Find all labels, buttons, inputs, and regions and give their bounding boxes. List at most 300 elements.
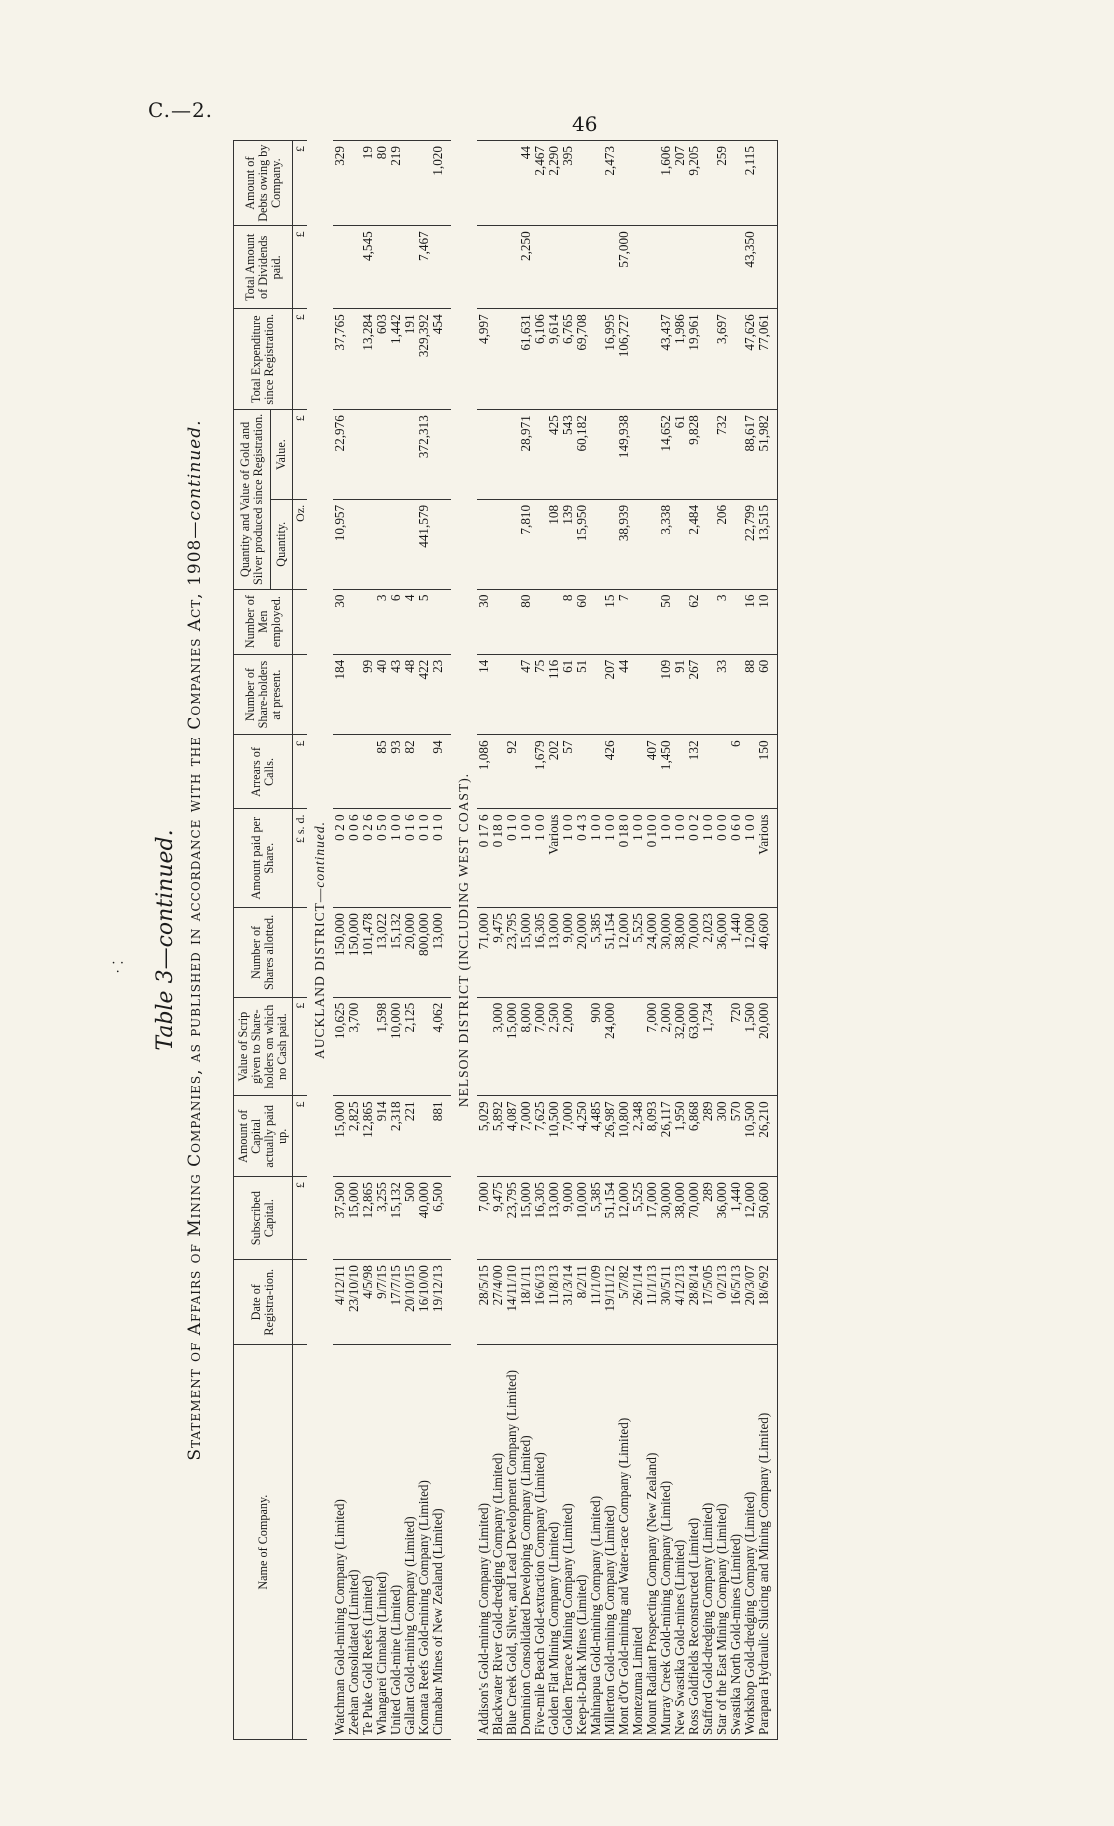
scrip-value (617, 997, 631, 1096)
table-row (743, 141, 757, 1740)
table-row (715, 141, 729, 1740)
gold-value (389, 410, 403, 500)
total-expenditure: 603 (375, 309, 389, 410)
district-title: AUCKLAND DISTRICT— (312, 887, 327, 1059)
total-expenditure: 61,631 (519, 309, 533, 410)
amount-per-share: 0 1 0 (505, 809, 519, 908)
gold-quantity (361, 499, 375, 589)
subscribed-capital: 7,000 (477, 1177, 491, 1260)
company-name: Keep-it-Dark Mines (Limited) (575, 1345, 589, 1740)
dividends-paid (659, 226, 673, 309)
men-employed (547, 589, 561, 654)
spacer-row (771, 141, 778, 1740)
district-title: NELSON DISTRICT (INCLUDING WEST COAST). (456, 772, 471, 1108)
company-name: Blue Creek Gold, Silver, and Lead Development Company (Limited) (505, 1345, 519, 1740)
company-name: Workshop Gold-dredging Company (Limited) (743, 1345, 757, 1740)
shareholders-count: 99 (361, 654, 375, 735)
arrears-of-calls: 82 (403, 735, 417, 809)
scrip-value (575, 997, 589, 1096)
dividends-paid (375, 226, 389, 309)
total-expenditure: 4,997 (477, 309, 491, 410)
scrip-value: 1,500 (743, 997, 757, 1096)
district-heading-row (307, 141, 333, 1740)
unit-label: £ (293, 1096, 308, 1177)
men-employed (673, 589, 687, 654)
total-expenditure (589, 309, 603, 410)
table-row (333, 141, 347, 1740)
debts-owing: 9,205 (687, 141, 701, 226)
table-row (673, 141, 687, 1740)
paid-up-capital: 26,987 (603, 1096, 617, 1177)
amount-per-share: 1 0 0 (533, 809, 547, 908)
gold-value: 61 (673, 410, 687, 500)
total-expenditure: 6,106 (533, 309, 547, 410)
district-heading (451, 141, 477, 1740)
gold-quantity: 3,338 (659, 499, 673, 589)
gold-quantity (603, 499, 617, 589)
men-employed: 10 (757, 589, 771, 654)
shareholders-count: 61 (561, 654, 575, 735)
dividends-paid (561, 226, 575, 309)
registration-date: 19/12/13 (431, 1260, 445, 1345)
shareholders-count: 184 (333, 654, 347, 735)
arrears-of-calls (333, 735, 347, 809)
registration-date: 20/3/07 (743, 1260, 757, 1345)
amount-per-share: 0 2 6 (361, 809, 375, 908)
shareholders-count: 51 (575, 654, 589, 735)
col-arrears-header: Arrears of Calls. (234, 735, 293, 809)
men-employed (505, 589, 519, 654)
registration-date: 4/12/11 (333, 1260, 347, 1345)
spacer-cell (771, 735, 778, 809)
paid-up-capital (417, 1096, 431, 1177)
registration-date: 18/1/11 (519, 1260, 533, 1345)
debts-owing: 80 (375, 141, 389, 226)
scrip-value (477, 997, 491, 1096)
spacer-cell (771, 1177, 778, 1260)
scrip-value: 10,000 (389, 997, 403, 1096)
total-expenditure: 13,284 (361, 309, 375, 410)
subscribed-capital: 15,000 (347, 1177, 361, 1260)
registration-date: 4/5/98 (361, 1260, 375, 1345)
gold-quantity: 2,484 (687, 499, 701, 589)
rotated-table-page (141, 140, 1114, 1740)
total-expenditure (631, 309, 645, 410)
company-name: Whangarei Cinnabar (Limited) (375, 1345, 389, 1740)
total-expenditure (701, 309, 715, 410)
men-employed: 7 (617, 589, 631, 654)
amount-per-share: 0 17 6 (477, 809, 491, 908)
table-body (293, 141, 778, 1740)
debts-owing: 1,020 (431, 141, 445, 226)
table-row (477, 141, 491, 1740)
men-employed: 5 (417, 589, 431, 654)
col-scrip-header: Value of Scrip given to Share-holders on which no Cash paid. (234, 997, 293, 1096)
scrip-value: 7,000 (645, 997, 659, 1096)
gold-value (533, 410, 547, 500)
shares-allotted: 71,000 (477, 908, 491, 998)
col-shares-header: Number of Shares allotted. (234, 908, 293, 998)
men-employed: 80 (519, 589, 533, 654)
paid-up-capital: 12,865 (361, 1096, 375, 1177)
debts-owing: 395 (561, 141, 575, 226)
shares-allotted: 13,022 (375, 908, 389, 998)
shareholders-count: 109 (659, 654, 673, 735)
men-employed: 3 (715, 589, 729, 654)
gold-quantity (505, 499, 519, 589)
company-name: Murray Creek Gold-mining Company (Limited) (659, 1345, 673, 1740)
debts-owing (477, 141, 491, 226)
company-name: Addison's Gold-mining Company (Limited) (477, 1345, 491, 1740)
shareholders-count: 422 (417, 654, 431, 735)
scrip-value: 720 (729, 997, 743, 1096)
arrears-of-calls (617, 735, 631, 809)
gold-quantity: 7,810 (519, 499, 533, 589)
arrears-of-calls (417, 735, 431, 809)
col-holders-header: Number of Share-holders at present. (234, 654, 293, 735)
registration-date: 18/6/92 (757, 1260, 771, 1345)
gold-quantity (375, 499, 389, 589)
debts-owing: 1,606 (659, 141, 673, 226)
gold-value: 88,617 (743, 410, 757, 500)
gold-value: 9,828 (687, 410, 701, 500)
men-employed: 8 (561, 589, 575, 654)
men-employed (631, 589, 645, 654)
shareholders-count: 60 (757, 654, 771, 735)
arrears-of-calls: 150 (757, 735, 771, 809)
company-name: Blackwater River Gold-dredging Company (Limited) (491, 1345, 505, 1740)
amount-per-share: 0 10 0 (645, 809, 659, 908)
registration-date: 23/10/10 (347, 1260, 361, 1345)
paid-up-capital: 4,250 (575, 1096, 589, 1177)
table-row (701, 141, 715, 1740)
debts-owing (645, 141, 659, 226)
col-dividends-header: Total Amount of Dividends paid. (234, 226, 293, 309)
shareholders-count: 75 (533, 654, 547, 735)
dividends-paid (389, 226, 403, 309)
scrip-value: 1,734 (701, 997, 715, 1096)
table-row (757, 141, 771, 1740)
registration-date: 26/1/14 (631, 1260, 645, 1345)
table-row (431, 141, 445, 1740)
debts-owing (631, 141, 645, 226)
unit-label: £ (293, 1177, 308, 1260)
shareholders-count: 207 (603, 654, 617, 735)
gold-quantity: 13,515 (757, 499, 771, 589)
shares-allotted: 9,475 (491, 908, 505, 998)
company-name: Dominion Consolidated Developing Company (Limited) (519, 1345, 533, 1740)
shareholders-count: 47 (519, 654, 533, 735)
amount-per-share: 1 0 0 (519, 809, 533, 908)
dividends-paid: 7,467 (417, 226, 431, 309)
total-expenditure: 3,697 (715, 309, 729, 410)
paid-up-capital: 5,892 (491, 1096, 505, 1177)
gold-value (701, 410, 715, 500)
gold-value (603, 410, 617, 500)
gold-value (375, 410, 389, 500)
paid-up-capital: 26,210 (757, 1096, 771, 1177)
debts-owing (575, 141, 589, 226)
men-employed: 50 (659, 589, 673, 654)
company-name: Ross Goldfields Reconstructed (Limited) (687, 1345, 701, 1740)
shares-allotted: 13,000 (431, 908, 445, 998)
spacer-cell (771, 410, 778, 500)
scrip-value: 2,000 (561, 997, 575, 1096)
men-employed (361, 589, 375, 654)
table-row (547, 141, 561, 1740)
gold-value: 543 (561, 410, 575, 500)
gold-value: 732 (715, 410, 729, 500)
subscribed-capital: 17,000 (645, 1177, 659, 1260)
shares-allotted: 1,440 (729, 908, 743, 998)
paid-up-capital: 2,318 (389, 1096, 403, 1177)
table-row (729, 141, 743, 1740)
shares-allotted: 13,000 (547, 908, 561, 998)
men-employed: 15 (603, 589, 617, 654)
amount-per-share: 0 18 0 (491, 809, 505, 908)
unit-label: £ (293, 226, 308, 309)
subscribed-capital: 40,000 (417, 1177, 431, 1260)
total-expenditure: 454 (431, 309, 445, 410)
amount-per-share: 0 0 6 (347, 809, 361, 908)
company-name: Star of the East Mining Company (Limited) (715, 1345, 729, 1740)
registration-date: 14/11/10 (505, 1260, 519, 1345)
unit-label: Oz. (293, 499, 308, 589)
total-expenditure: 1,986 (673, 309, 687, 410)
shares-allotted: 70,000 (687, 908, 701, 998)
subscribed-capital: 12,000 (743, 1177, 757, 1260)
registration-date: 9/7/15 (375, 1260, 389, 1345)
subscribed-capital: 9,475 (491, 1177, 505, 1260)
paid-up-capital: 4,485 (589, 1096, 603, 1177)
paid-up-capital: 10,500 (743, 1096, 757, 1177)
arrears-of-calls (701, 735, 715, 809)
registration-date: 16/6/13 (533, 1260, 547, 1345)
amount-per-share: 0 5 0 (375, 809, 389, 908)
subscribed-capital: 6,500 (431, 1177, 445, 1260)
shareholders-count: 48 (403, 654, 417, 735)
shareholders-count (589, 654, 603, 735)
gold-value: 60,182 (575, 410, 589, 500)
spacer-cell (771, 499, 778, 589)
paid-up-capital: 15,000 (333, 1096, 347, 1177)
shares-allotted: 12,000 (743, 908, 757, 998)
amount-per-share: 1 0 0 (561, 809, 575, 908)
amount-per-share: Various (547, 809, 561, 908)
subscribed-capital: 36,000 (715, 1177, 729, 1260)
scrip-value (631, 997, 645, 1096)
men-employed (729, 589, 743, 654)
scrip-value: 3,700 (347, 997, 361, 1096)
scrip-value: 7,000 (533, 997, 547, 1096)
scrip-value: 3,000 (491, 997, 505, 1096)
shares-allotted: 24,000 (645, 908, 659, 998)
gold-value (631, 410, 645, 500)
gold-value (589, 410, 603, 500)
arrears-of-calls (347, 735, 361, 809)
registration-date: 4/12/13 (673, 1260, 687, 1345)
paid-up-capital: 6,868 (687, 1096, 701, 1177)
shares-allotted: 16,305 (533, 908, 547, 998)
debts-owing (729, 141, 743, 226)
spacer-cell (771, 908, 778, 998)
gold-value (403, 410, 417, 500)
men-employed: 3 (375, 589, 389, 654)
paid-up-capital: 10,500 (547, 1096, 561, 1177)
arrears-of-calls: 92 (505, 735, 519, 809)
dividends-paid (729, 226, 743, 309)
dividends-paid (333, 226, 347, 309)
gold-value (477, 410, 491, 500)
company-name: Zeehan Consolidated (Limited) (347, 1345, 361, 1740)
shares-allotted: 5,385 (589, 908, 603, 998)
arrears-of-calls: 1,679 (533, 735, 547, 809)
gold-quantity: 108 (547, 499, 561, 589)
men-employed (701, 589, 715, 654)
paid-up-capital: 4,087 (505, 1096, 519, 1177)
subscribed-capital: 289 (701, 1177, 715, 1260)
arrears-of-calls (519, 735, 533, 809)
spacer-cell (771, 654, 778, 735)
subscribed-capital: 1,440 (729, 1177, 743, 1260)
shares-allotted: 20,000 (575, 908, 589, 998)
gold-quantity: 441,579 (417, 499, 431, 589)
company-name: Swastika North Gold-mines (Limited) (729, 1345, 743, 1740)
amount-per-share: 1 0 0 (389, 809, 403, 908)
dividends-paid: 43,350 (743, 226, 757, 309)
registration-date: 16/5/13 (729, 1260, 743, 1345)
shareholders-count: 44 (617, 654, 631, 735)
dividends-paid (547, 226, 561, 309)
total-expenditure: 16,995 (603, 309, 617, 410)
paid-up-capital: 7,000 (561, 1096, 575, 1177)
dividends-paid (631, 226, 645, 309)
arrears-of-calls: 6 (729, 735, 743, 809)
amount-per-share: 0 4 3 (575, 809, 589, 908)
company-name: Te Puke Gold Reefs (Limited) (361, 1345, 375, 1740)
subscribed-capital: 5,385 (589, 1177, 603, 1260)
unit-label: £ (293, 410, 308, 500)
subscribed-capital: 12,000 (617, 1177, 631, 1260)
col-quantity-header: Quantity. (270, 499, 292, 589)
paid-up-capital: 7,000 (519, 1096, 533, 1177)
shareholders-count: 88 (743, 654, 757, 735)
shares-allotted: 20,000 (403, 908, 417, 998)
debts-owing: 2,473 (603, 141, 617, 226)
shareholders-count: 91 (673, 654, 687, 735)
registration-date: 19/11/12 (603, 1260, 617, 1345)
men-employed (645, 589, 659, 654)
gold-quantity: 38,939 (617, 499, 631, 589)
paid-up-capital: 5,029 (477, 1096, 491, 1177)
table-row (491, 141, 505, 1740)
table-row (347, 141, 361, 1740)
company-name: United Gold-mine (Limited) (389, 1345, 403, 1740)
district-heading-row (451, 141, 477, 1740)
statement-title: Statement of Affairs of Mining Companies, as published in accordance with the Companies Act, 1908—continued. (185, 419, 205, 1461)
shares-allotted: 40,600 (757, 908, 771, 998)
scrip-value: 2,125 (403, 997, 417, 1096)
col-paid-up-header: Amount of Capital actually paid up. (234, 1096, 293, 1177)
subscribed-capital: 37,500 (333, 1177, 347, 1260)
company-name: Mahinapua Gold-mining Company (Limited) (589, 1345, 603, 1740)
shares-allotted: 23,795 (505, 908, 519, 998)
col-value-header: Value. (270, 410, 292, 500)
dividends-paid: 4,545 (361, 226, 375, 309)
paid-up-capital: 221 (403, 1096, 417, 1177)
col-gold-group-header: Quantity and Value of Gold and Silver produced since Registration. (234, 410, 271, 589)
amount-per-share: 0 0 2 (687, 809, 701, 908)
gold-value (431, 410, 445, 500)
scrip-value: 63,000 (687, 997, 701, 1096)
registration-date: 30/5/11 (659, 1260, 673, 1345)
arrears-of-calls: 1,086 (477, 735, 491, 809)
amount-per-share: 1 0 0 (603, 809, 617, 908)
shareholders-count: 40 (375, 654, 389, 735)
debts-owing: 2,467 (533, 141, 547, 226)
registration-date: 0/2/13 (715, 1260, 729, 1345)
arrears-of-calls (631, 735, 645, 809)
company-name: Golden Terrace Mining Company (Limited) (561, 1345, 575, 1740)
total-expenditure: 19,961 (687, 309, 701, 410)
company-name: Five-mile Beach Gold-extraction Company (Limited) (533, 1345, 547, 1740)
scrip-value: 15,000 (505, 997, 519, 1096)
total-expenditure: 47,626 (743, 309, 757, 410)
scrip-value: 900 (589, 997, 603, 1096)
company-name: Stafford Gold-dredging Company (Limited) (701, 1345, 715, 1740)
gold-value: 372,313 (417, 410, 431, 500)
debts-owing: 207 (673, 141, 687, 226)
total-expenditure: 43,437 (659, 309, 673, 410)
spacer-cell (771, 141, 778, 226)
shares-allotted: 30,000 (659, 908, 673, 998)
paid-up-capital: 10,800 (617, 1096, 631, 1177)
subscribed-capital: 13,000 (547, 1177, 561, 1260)
registration-date: 5/7/82 (617, 1260, 631, 1345)
paid-up-capital: 1,950 (673, 1096, 687, 1177)
registration-date: 8/2/11 (575, 1260, 589, 1345)
arrears-of-calls (589, 735, 603, 809)
spacer-cell (771, 226, 778, 309)
company-name: Mont d'Or Gold-mining and Water-race Company (Limited) (617, 1345, 631, 1740)
amount-per-share: 0 2 0 (333, 809, 347, 908)
gold-value: 425 (547, 410, 561, 500)
paid-up-capital: 8,093 (645, 1096, 659, 1177)
paid-up-capital: 570 (729, 1096, 743, 1177)
dividends-paid: 2,250 (519, 226, 533, 309)
dividends-paid (715, 226, 729, 309)
total-expenditure: 9,614 (547, 309, 561, 410)
gold-quantity: 206 (715, 499, 729, 589)
dividends-paid: 57,000 (617, 226, 631, 309)
shares-allotted: 5,525 (631, 908, 645, 998)
gold-quantity (589, 499, 603, 589)
shareholders-count (729, 654, 743, 735)
paid-up-capital: 300 (715, 1096, 729, 1177)
debts-owing: 2,115 (743, 141, 757, 226)
registration-date: 11/1/13 (645, 1260, 659, 1345)
men-employed: 62 (687, 589, 701, 654)
table-row (505, 141, 519, 1740)
subscribed-capital: 16,305 (533, 1177, 547, 1260)
subscribed-capital: 23,795 (505, 1177, 519, 1260)
table-row (417, 141, 431, 1740)
scrip-value: 1,598 (375, 997, 389, 1096)
debts-owing: 329 (333, 141, 347, 226)
amount-per-share: 1 0 0 (659, 809, 673, 908)
table-title: Table 3—continued. (153, 829, 178, 1051)
dividends-paid (347, 226, 361, 309)
